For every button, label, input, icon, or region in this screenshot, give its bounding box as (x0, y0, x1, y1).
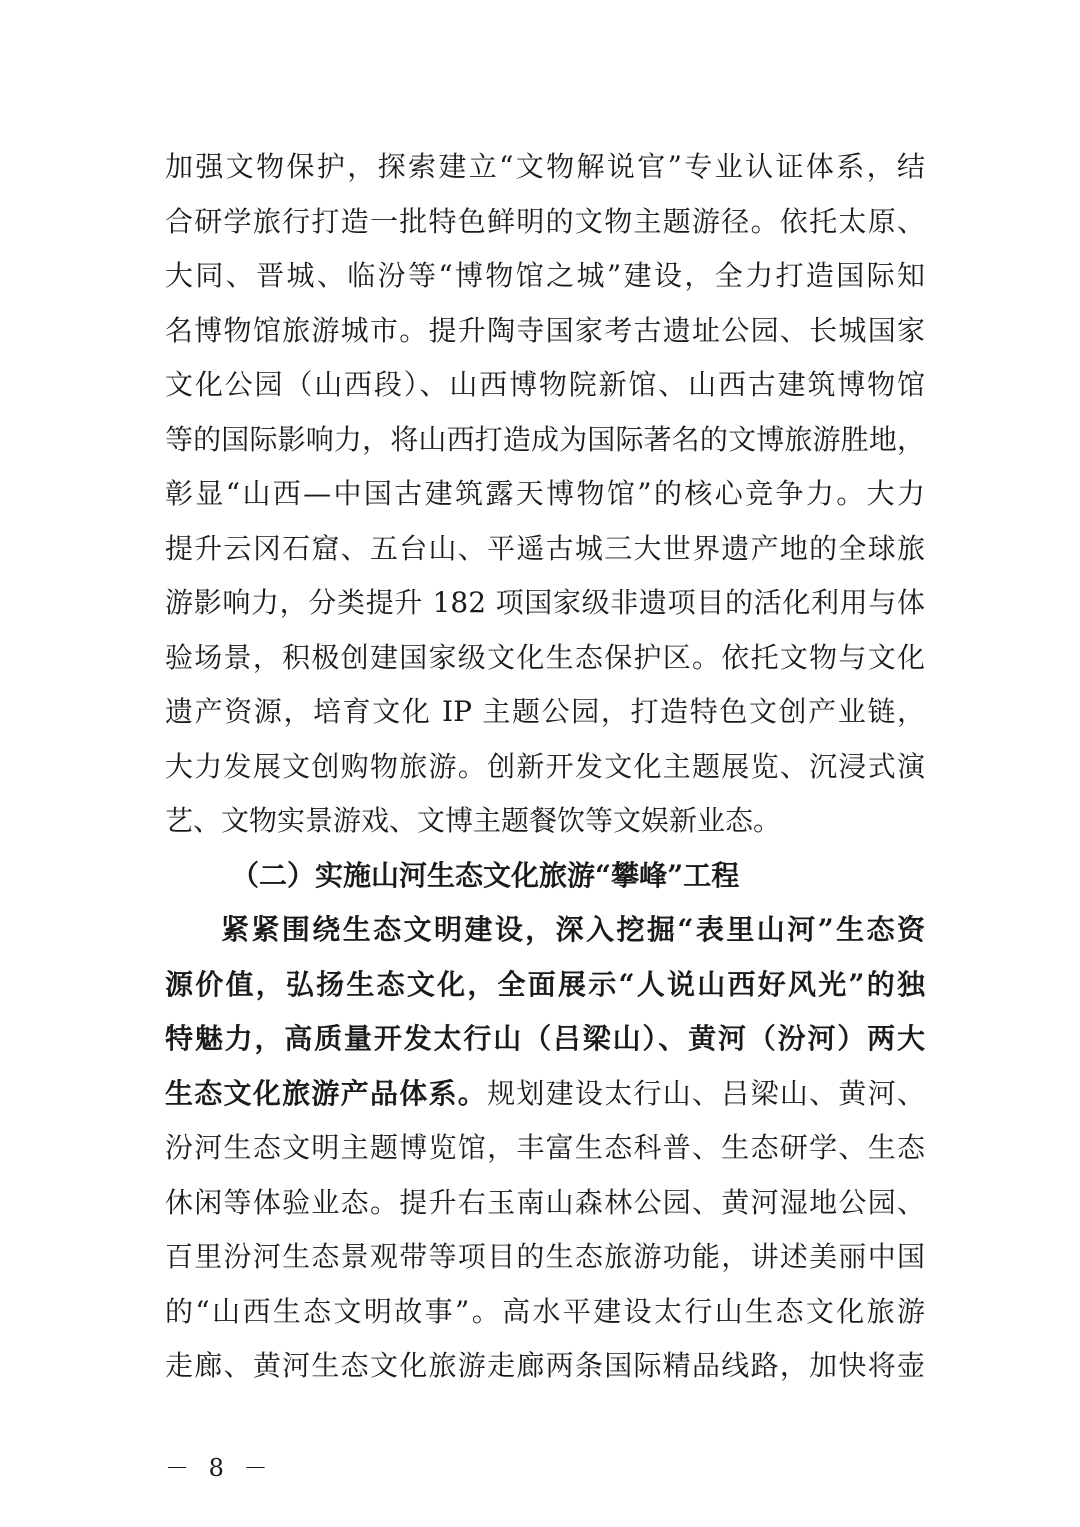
text-line: 汾河生态文明主题博览馆，丰富生态科普、生态研学、生态 (165, 1131, 925, 1164)
bold-text-line: 源价值，弘扬生态文化，全面展示“人说山西好风光”的独 (165, 967, 925, 1001)
text-line: 提升云冈石窟、五台山、平遥古城三大世界遗产地的全球旅 (165, 531, 925, 565)
page-number: － 8 － (165, 1454, 274, 1482)
text-line: 休闲等体验业态。提升右玉南山森林公园、黄河湿地公园、 (165, 1185, 925, 1219)
text-line: 文化公园（山西段）、山西博物院新馆、山西古建筑博物馆 (165, 368, 925, 401)
text-line: 游影响力，分类提升 182 项国家级非遗项目的活化利用与体 (165, 586, 925, 619)
text-line: 等的国际影响力，将山西打造成为国际著名的文博旅游胜地， (165, 422, 925, 456)
bold-text-line: 紧紧围绕生态文明建设，深入挖掘“表里山河”生态资 (221, 913, 925, 946)
normal-text-span: 规划建设太行山、吕梁山、黄河、 (487, 1076, 925, 1110)
text-line: 验场景，积极创建国家级文化生态保护区。依托文物与文化 (165, 640, 925, 674)
text-line: 遗产资源，培育文化 IP 主题公园，打造特色文创产业链， (165, 695, 925, 728)
bold-text-line: 特魅力，高质量开发太行山（吕梁山）、黄河（汾河）两大 (165, 1022, 925, 1055)
mixed-text-line (165, 1067, 925, 1122)
text-line: 大同、晋城、临汾等“博物馆之城”建设，全力打造国际知 (165, 259, 925, 292)
text-line: 的“山西生态文明故事”。高水平建设太行山生态文化旅游 (165, 1294, 925, 1328)
text-line: 艺、文物实景游戏、文博主题餐饮等文娱新业态。 (165, 804, 782, 837)
text-line: 合研学旅行打造一批特色鲜明的文物主题游径。依托太原、 (165, 204, 925, 238)
body-text (165, 140, 925, 1394)
text-line: 彰显“山西—中国古建筑露天博物馆”的核心竞争力。大力 (165, 477, 925, 510)
text-line: 走廊、黄河生态文化旅游走廊两条国际精品线路，加快将壶 (165, 1349, 925, 1382)
text-line: 加强文物保护，探索建立“文物解说官”专业认证体系，结 (165, 150, 925, 183)
section-heading: （二）实施山河生态文化旅游“攀峰”工程 (231, 858, 740, 892)
bold-text-span: 生态文化旅游产品体系。 (165, 1076, 488, 1110)
text-line: 大力发展文创购物旅游。创新开发文化主题展览、沉浸式演 (165, 749, 925, 783)
text-line: 名博物馆旅游城市。提升陶寺国家考古遗址公园、长城国家 (165, 313, 925, 347)
text-line: 百里汾河生态景观带等项目的生态旅游功能，讲述美丽中国 (165, 1240, 925, 1273)
